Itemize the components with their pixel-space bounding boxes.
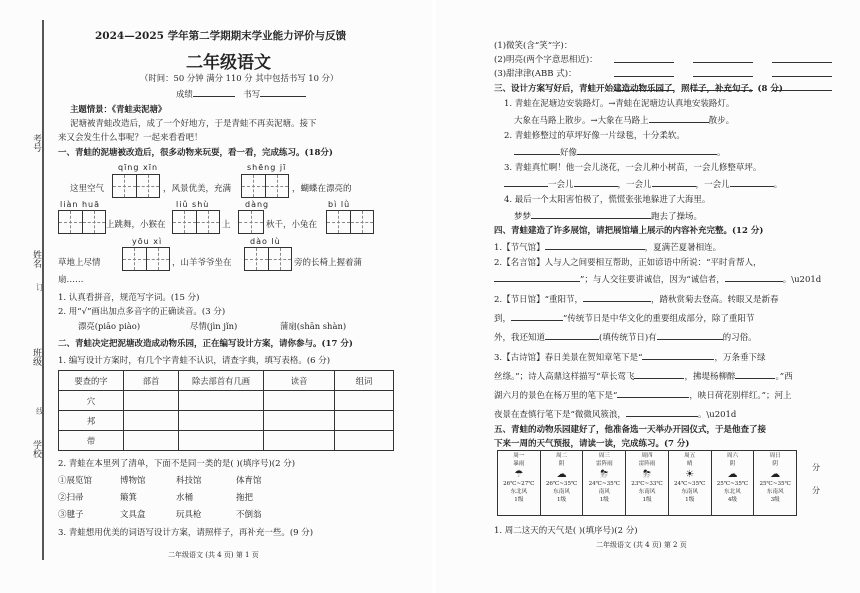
weather-level: 1级 [685, 497, 695, 503]
weather-condition: 暴雨 [513, 461, 525, 467]
cut-mark-ding: 订 [36, 283, 44, 292]
weather-day [712, 451, 755, 515]
weather-condition: 雷阵雨 [638, 461, 656, 467]
fill-item-3 [494, 67, 577, 79]
score-strip [812, 462, 820, 496]
s4-item-3d-text: ”传统节日是中华文化的重要组成部分，除了重阳节 [563, 314, 755, 324]
page-footer-2: 二年级语文 (共 4 页) 第 2 页 [596, 541, 687, 549]
list-item: ①展览馆 [58, 476, 93, 486]
s4-item-3g-text: 的习俗。 [722, 333, 757, 343]
weather-condition: 晴 [686, 461, 693, 467]
s3-item-1b [514, 113, 734, 126]
cloud-icon: ☁ [556, 469, 567, 480]
page-title: 二年级语文 [186, 53, 271, 73]
weather-temp: 26℃~35℃ [545, 481, 578, 487]
weather-day [669, 451, 712, 515]
s4-item-4f-text: 湖六月的景色在杨万里的笔下是“ [494, 391, 618, 401]
s4-item-4f [494, 388, 791, 401]
margin-label-exam-number: 考号 [31, 134, 41, 152]
cut-mark-xian: 线 [36, 407, 44, 416]
question-2-1: 1. 编写设计方案时，有几个字青蛙不认识，请查字典，填写表格。(6 分) [58, 356, 331, 366]
list-item: 不倒翁 [236, 510, 262, 520]
question-1-2: 2. 用“√”画出加点多音字的正确读音。(3 分) [58, 307, 226, 317]
s4-item-2b: ”；与人交往要讲诚信，因为“诚信者， 。\u201d [494, 272, 821, 285]
s3-item-4b [514, 209, 702, 222]
table-answer-cell[interactable] [124, 411, 179, 431]
weather-day [583, 451, 626, 515]
s3-item-4b-end: 跑去了操场。 [651, 212, 703, 222]
weather-day-label: 周三 [598, 453, 610, 459]
intro-line-2: 来又会发生什么事呢？一起来看看吧！ [58, 133, 203, 143]
weather-temp: 24℃~35℃ [588, 481, 621, 487]
weather-day-label: 周二 [555, 453, 568, 459]
s4-item-4h: 夜景在查慎行笔下是“微微风簇浪， 。\u201d [494, 407, 736, 420]
fill-item-1 [494, 39, 572, 51]
weather-level: 1级 [514, 497, 524, 503]
pinyin-qingxin: qīng xīn [118, 163, 159, 172]
writing-grid-4[interactable] [172, 210, 220, 234]
weather-wind: 东南风 [766, 489, 784, 495]
list-item: ③毽子 [58, 510, 84, 520]
s3-item-3b-text: 一会儿 [626, 180, 652, 190]
table-answer-cell[interactable] [264, 431, 335, 451]
list-item: 水桶 [176, 493, 194, 503]
writing-grid-5[interactable] [238, 210, 264, 234]
s4-item-3c [494, 311, 754, 324]
s4-item-4 [494, 350, 765, 363]
section-1-heading: 一、青蛙的泥塘被改造后，很多动物来玩耍，看一看，完成练习。(18分) [58, 148, 333, 158]
writing-grid-7[interactable] [122, 247, 170, 271]
list-item: 簸箕 [120, 493, 138, 503]
exam-header: 2024—2025 学年第二学期期末学业能力评价与反馈 [95, 30, 347, 42]
writing-grid-1[interactable] [112, 174, 160, 198]
table-answer-cell[interactable] [179, 391, 264, 411]
list-item: 拖把 [236, 493, 254, 503]
weather-wind: 南风 [598, 489, 610, 495]
writing-label: 书写 [243, 89, 261, 99]
binding-margin [0, 0, 52, 593]
table-answer-cell[interactable] [335, 411, 394, 431]
para-1-b: ，风景优美，充满 [163, 184, 232, 194]
s4-item-3f-text: (填传统节日)有 [599, 333, 657, 343]
s4-item-3e [494, 330, 757, 343]
question-2-3: 3. 青蛙想用优美的词语写设计方案，请照样子，再补充一些。(9 分) [58, 528, 314, 538]
weather-day [626, 451, 669, 515]
polyphone-1[interactable]: 漂亮(piāo piào) [78, 321, 141, 331]
s4-item-3-label: 2.【节日馆】“重阳节， [494, 295, 583, 305]
fill-item-label: (3)甜津津(ABB 式)： [494, 69, 577, 79]
list-item: 体育馆 [236, 476, 262, 486]
s4-item-4c-text: 丝绦。”；诗人高鼎这样描写“草长莺飞 [494, 372, 635, 382]
table-cell-char: 邦 [59, 411, 124, 431]
weather-wind: 东北风 [724, 489, 741, 495]
cloud-icon: ☁ [770, 469, 781, 480]
s3-item-4b-start: 梦梦 [514, 212, 532, 222]
s4-item-3e-text: 外，我还知道 [494, 333, 546, 343]
rain-icon: ☂ [514, 469, 524, 480]
para-2-b: 上 [222, 220, 231, 230]
para-4: 扇…… [58, 275, 84, 285]
table-answer-cell[interactable] [124, 431, 179, 451]
sun-icon: ☀ [685, 469, 695, 480]
section-5-heading-a: 五、青蛙的动物乐园建好了，他准备选一天举办开园仪式，于是他查了接 [494, 425, 767, 435]
margin-label-class: 班级 [31, 348, 41, 366]
pinyin-shengji: shēng jī [247, 163, 287, 172]
para-3-a: 草地上尽情 [58, 258, 101, 268]
s4-item-3 [494, 292, 778, 305]
weather-day-label: 周六 [726, 453, 739, 459]
table-answer-cell[interactable] [264, 411, 335, 431]
table-answer-cell[interactable] [179, 411, 264, 431]
weather-wind: 东南风 [681, 489, 699, 495]
pinyin-liushu: liǔ shù [176, 200, 210, 209]
weather-condition: 雷阵雨 [595, 461, 613, 467]
fill-item-2 [494, 53, 598, 65]
weather-wind: 东北风 [510, 489, 528, 495]
s3-item-2b: 好像 。 [514, 145, 726, 158]
table-header: 除去部首有几画 [179, 371, 264, 391]
s4-item-1-text: ，夏满芒夏暑相连。 [644, 243, 722, 253]
pinyin-bilv: bì lǜ [328, 200, 351, 209]
s3-item-1a: 1. 青蛙在泥塘边安装路灯。→青蛙在泥塘边认真地安装路灯。 [504, 99, 735, 109]
exam-info: （时间：50 分钟 满分 110 分 其中包括书写 10 分） [140, 73, 339, 83]
table-header: 读音 [264, 371, 335, 391]
table-row [59, 411, 394, 431]
theme-line: 主题情景：《青蛙卖泥塘》 [70, 104, 167, 114]
s3-item-1b-end: 散步。 [708, 116, 735, 126]
thunderstorm-icon: ⛈ [600, 469, 609, 480]
s4-item-4g-text: ，映日荷花别样红。”；河上 [689, 391, 792, 401]
margin-label-school: 学校 [31, 440, 41, 458]
weather-level: 1级 [599, 497, 609, 503]
weather-temp: 25℃~35℃ [759, 481, 791, 487]
s4-item-3-text: ，踏秋赏菊去登高。转眼又是新春 [650, 295, 779, 305]
table-row [59, 391, 394, 411]
weather-day [754, 451, 796, 515]
weather-day-label: 周五 [684, 453, 696, 459]
table-cell-char: 穴 [59, 391, 124, 411]
para-1-c: ，蝴蝶在漂亮的 [292, 184, 352, 194]
weather-day [541, 451, 584, 515]
weather-day-label: 周四 [641, 453, 653, 459]
weather-condition: 阴 [558, 461, 565, 467]
table-header-row [59, 371, 394, 391]
para-2-a: 上跳舞，小猴在 [106, 220, 166, 230]
section-3-heading: 三、设计方案写好后，青蛙开始建造动物乐园了，照样子，补充句子。(8 分) [494, 84, 783, 94]
margin-label-name: 姓名 [31, 250, 41, 268]
para-3-c: 旁的长椅上握着蒲 [294, 258, 363, 268]
list-item: 博物馆 [120, 476, 146, 486]
page-footer-1: 二年级语文 (共 4 页) 第 1 页 [168, 551, 259, 559]
fill-item-label: (2)明亮(两个字意思相近)： [494, 55, 598, 65]
s3-item-4a: 4. 最后一个太阳害怕极了，慌慌张张地躲进了大海里。 [504, 195, 711, 205]
s3-item-3b: 一会儿 ，一会儿 ，一会儿 。 [504, 177, 782, 190]
table-header: 组词 [335, 371, 394, 391]
weather-temp: 24℃~35℃ [674, 481, 706, 487]
s4-item-4-label: 3.【古诗馆】春日美景在贺知章笔下是“ [494, 353, 643, 363]
thunderstorm-icon: ⛈ [643, 469, 652, 480]
s3-item-3b-text: 一会儿 [704, 180, 730, 190]
para-1-a: 这里空气 [70, 184, 105, 194]
s4-item-4-text: ，万条垂下绿 [714, 353, 766, 363]
table-answer-cell[interactable] [335, 431, 394, 451]
list-item: ②扫帚 [58, 493, 84, 503]
writing-grid-6[interactable] [326, 210, 374, 234]
table-header: 部首 [124, 371, 179, 391]
table-answer-cell[interactable] [264, 391, 335, 411]
weather-temp: 23℃~33℃ [631, 481, 663, 487]
section-5-heading-b: 下来一周的天气预报，请读一读，完成练习。(7 分) [494, 439, 690, 449]
s4-item-4c [494, 369, 793, 382]
table-answer-cell[interactable] [335, 391, 394, 411]
cloud-icon: ☁ [727, 469, 738, 480]
table-answer-cell[interactable] [124, 391, 179, 411]
dictionary-table [58, 370, 394, 451]
s3-item-3a: 3. 青蛙真忙啊！他一会儿浇花，一会儿种小树苗，一会儿修整草坪。 [504, 163, 762, 173]
pinyin-lianhua: liàn huā [60, 200, 101, 209]
list-item: 玩具枪 [176, 510, 202, 520]
score-strip-mark: 分 [812, 486, 820, 495]
writing-grid-2[interactable] [241, 174, 289, 198]
weather-level: 4级 [727, 497, 738, 503]
section-4-heading: 四、青蛙建造了许多展馆，请把展馆墙上展示的内容补充完整。(12 分) [494, 226, 764, 236]
s4-item-4e-text: 。”西 [775, 372, 793, 382]
weather-day [498, 451, 541, 515]
weather-temp: 26℃~27℃ [503, 481, 535, 487]
table-cell-char: 带 [59, 431, 124, 451]
section-2-heading: 二、青蛙决定把泥塘改造成动物乐园，正在编写设计方案，请你参与。(17 分) [58, 339, 353, 349]
score-strip-mark: 分 [812, 463, 820, 472]
pinyin-dang: dàng [245, 200, 270, 209]
intro-line-1: 泥塘被青蛙改造后，成了一个好地方，于是青蛙不再卖泥塘。接下 [70, 119, 317, 129]
s3-item-3b-text: 一会儿 [548, 180, 574, 190]
polyphone-3[interactable]: 蒲扇(shān shàn) [280, 321, 347, 331]
para-3-b: ，山羊爷爷坐在 [172, 258, 232, 268]
writing-grid-3[interactable] [58, 210, 106, 234]
weather-temp: 25℃~35℃ [716, 481, 749, 487]
s3-item-2a: 2. 青蛙修整过的草坪好像一片绿毯，十分柔软。 [504, 131, 685, 141]
weather-condition: 阴 [729, 461, 736, 467]
s4-item-4h-text: 夜景在查慎行笔下是“微微风簇浪， [494, 410, 626, 420]
s4-item-1-label: 1.【节气馆】 [494, 243, 545, 253]
weather-level: 1级 [557, 497, 567, 503]
weather-day-label: 周一 [513, 453, 525, 459]
question-2-2: 2. 青蛙在本里列了清单，下面不是同一类的是( )(填序号)(2 分) [58, 459, 296, 469]
weather-forecast [497, 450, 797, 516]
s4-item-3c-text: 到， [494, 314, 512, 324]
s4-item-1 [494, 240, 721, 253]
list-item: 科技馆 [176, 476, 202, 486]
polyphone-2[interactable]: 尽情(jìn jǐn) [190, 321, 238, 331]
s4-item-4d-text: ，拂堤杨柳醉 [684, 372, 736, 382]
s4-item-2: 2.【名言馆】人与人之间要相互帮助，正如谚语中所说：“平时肯帮人， [494, 258, 762, 268]
table-answer-cell[interactable] [179, 431, 264, 451]
s4-item-2b-text: ”；与人交往要讲诚信，因为“诚信者， [580, 275, 725, 285]
pinyin-daolu: dào lù [250, 237, 281, 246]
s3-item-1b-text: 大象在马路上散步。→大象在马路上 [514, 116, 649, 126]
list-item: 文具盒 [120, 510, 146, 520]
weather-day-label: 周日 [769, 453, 781, 459]
pinyin-youxi: yōu xì [132, 237, 163, 246]
weather-level: 1级 [642, 497, 652, 503]
table-row [59, 431, 394, 451]
fill-item-label: (1)微笑(含“笑”字)： [494, 41, 573, 51]
weather-condition: 阴 [772, 461, 778, 467]
weather-level: 3级 [770, 497, 780, 503]
s3-item-2b-text: 好像 [560, 148, 578, 158]
para-2-c: 秋千，小兔在 [266, 220, 318, 230]
score-label: 成绩 [176, 89, 193, 99]
score-field [176, 87, 306, 100]
table-header: 要查的字 [59, 371, 124, 391]
weather-wind: 东南风 [638, 489, 656, 495]
question-1-1: 1. 认真看拼音，规范写字词。(15 分) [58, 293, 200, 303]
question-5-1: 1. 周二这天的天气是( )(填序号)(2 分) [494, 526, 638, 536]
writing-grid-8[interactable] [244, 247, 292, 271]
weather-wind: 东南风 [553, 489, 570, 495]
